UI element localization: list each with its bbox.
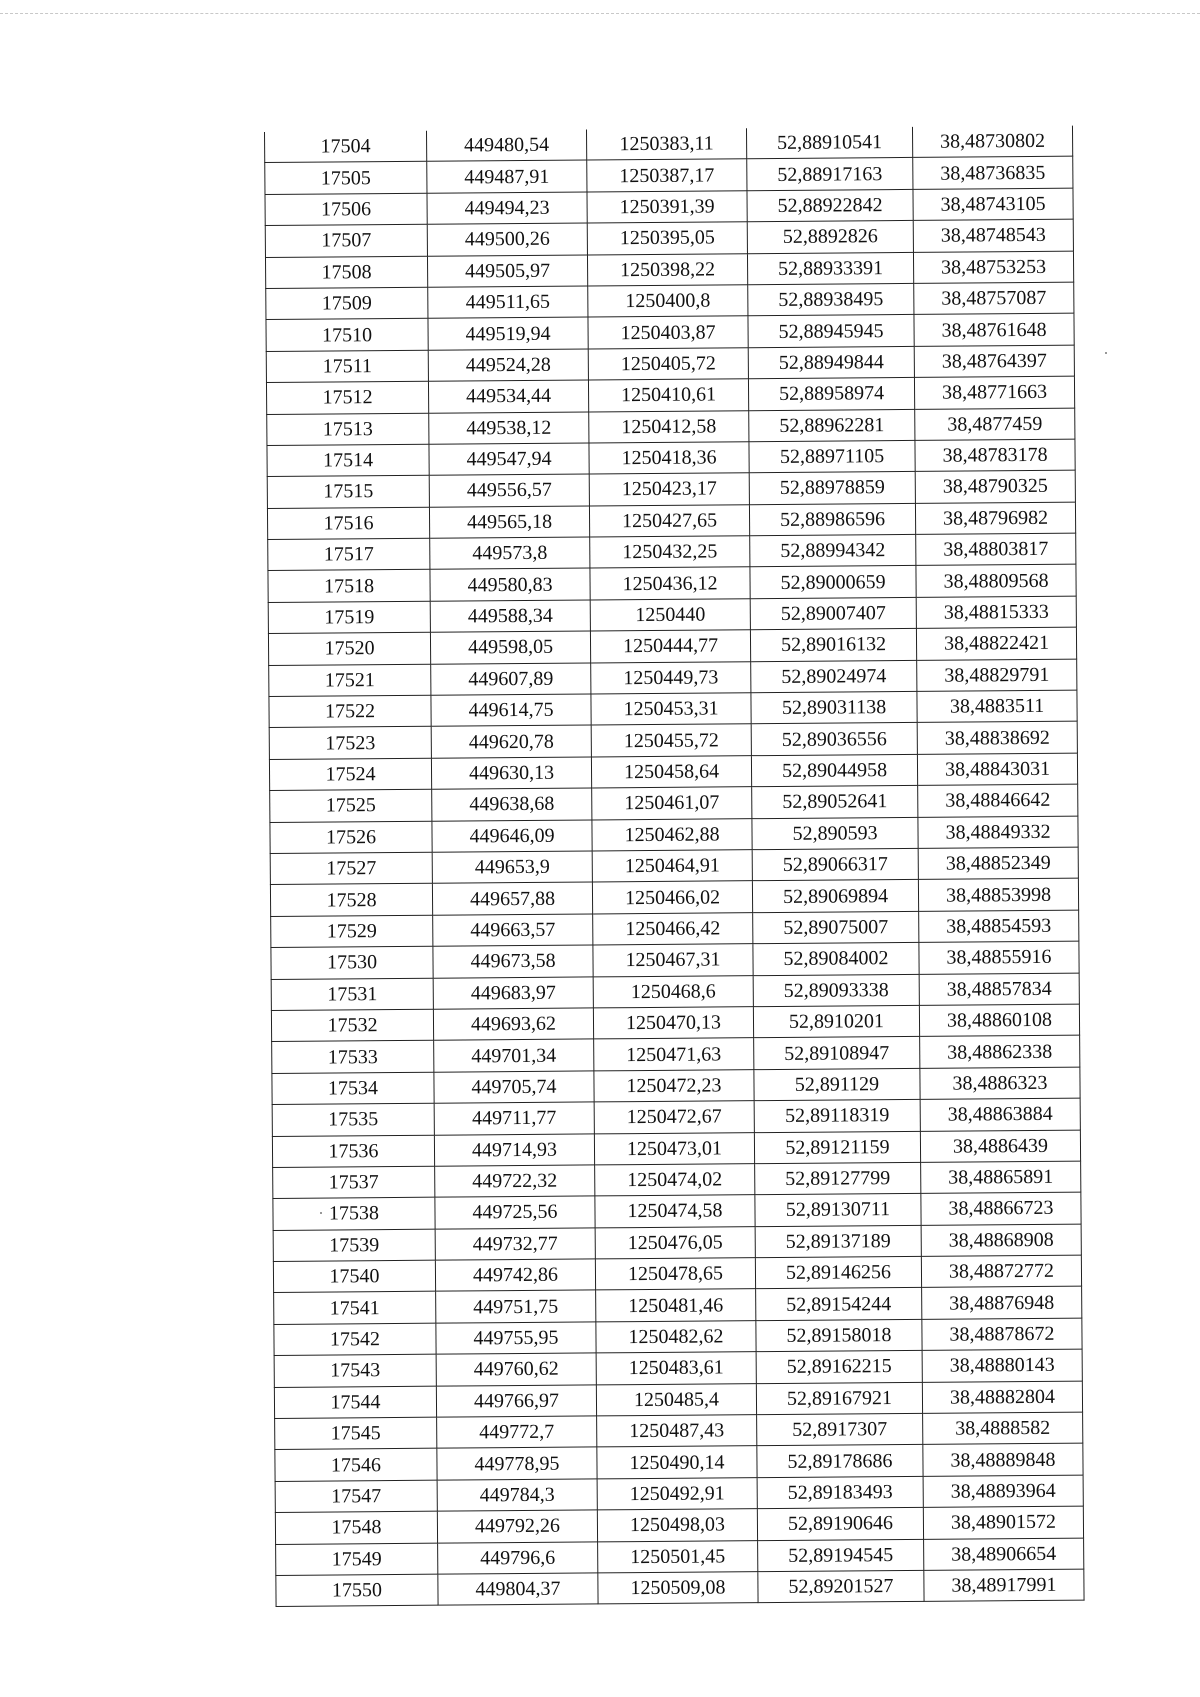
y-coordinate-cell: 1250498,03 [597, 1509, 757, 1542]
longitude-cell: 38,4883511 [917, 690, 1077, 723]
longitude-cell: 38,48748543 [913, 219, 1073, 252]
latitude-cell: 52,89000659 [750, 566, 916, 599]
longitude-cell: 38,48865891 [921, 1161, 1081, 1194]
x-coordinate-cell: 449711,77 [434, 1102, 594, 1135]
latitude-cell: 52,8910201 [753, 1005, 919, 1038]
latitude-cell: 52,89044958 [751, 754, 917, 787]
x-coordinate-cell: 449653,9 [432, 851, 592, 884]
x-coordinate-cell: 449573,8 [430, 537, 590, 570]
y-coordinate-cell: 1250464,91 [592, 850, 752, 883]
latitude-cell: 52,89016132 [750, 629, 916, 662]
longitude-cell: 38,48803817 [916, 533, 1076, 566]
y-coordinate-cell: 1250490,14 [597, 1446, 757, 1479]
y-coordinate-cell: 1250391,39 [587, 190, 747, 223]
point-number-cell: 17510 [266, 319, 428, 352]
point-number-cell: 17512 [266, 381, 428, 414]
longitude-cell: 38,48857834 [919, 973, 1079, 1006]
x-coordinate-cell: 449538,12 [429, 411, 589, 444]
longitude-cell: 38,48860108 [919, 1004, 1079, 1037]
y-coordinate-cell: 1250466,42 [593, 912, 753, 945]
longitude-cell: 38,48815333 [916, 596, 1076, 629]
point-number-cell: 17536 [272, 1135, 434, 1168]
point-number-cell: 17523 [269, 727, 431, 760]
y-coordinate-cell: 1250410,61 [588, 379, 748, 412]
x-coordinate-cell: 449772,7 [437, 1416, 597, 1449]
point-number-cell: 17529 [271, 915, 433, 948]
x-coordinate-cell: 449620,78 [431, 725, 591, 758]
point-number-cell: 17533 [272, 1041, 434, 1074]
y-coordinate-cell: 1250436,12 [590, 567, 750, 600]
scan-speck [320, 1212, 322, 1214]
x-coordinate-cell: 449784,3 [437, 1479, 597, 1512]
point-number-cell: 17548 [275, 1511, 437, 1544]
x-coordinate-cell: 449500,26 [427, 223, 587, 256]
longitude-cell: 38,48730802 [912, 126, 1072, 158]
latitude-cell: 52,89167921 [756, 1382, 922, 1415]
latitude-cell: 52,89121159 [754, 1131, 920, 1164]
y-coordinate-cell: 1250444,77 [590, 630, 750, 663]
y-coordinate-cell: 1250405,72 [588, 347, 748, 380]
point-number-cell: 17521 [269, 664, 431, 697]
point-number-cell: 17518 [268, 570, 430, 603]
latitude-cell: 52,88922842 [747, 189, 913, 222]
y-coordinate-cell: 1250485,4 [596, 1383, 756, 1416]
longitude-cell: 38,4877459 [915, 408, 1075, 441]
y-coordinate-cell: 1250432,25 [590, 536, 750, 569]
x-coordinate-cell: 449657,88 [432, 882, 592, 915]
longitude-cell: 38,48872772 [921, 1255, 1081, 1288]
y-coordinate-cell: 1250440 [590, 599, 750, 632]
latitude-cell: 52,89031138 [751, 691, 917, 724]
x-coordinate-cell: 449663,57 [433, 914, 593, 947]
y-coordinate-cell: 1250474,02 [595, 1164, 755, 1197]
latitude-cell: 52,8892826 [747, 221, 913, 254]
latitude-cell: 52,88933391 [747, 252, 913, 285]
scan-speck [1105, 352, 1107, 354]
x-coordinate-cell: 449534,44 [428, 380, 588, 413]
point-number-cell: 17514 [267, 444, 429, 477]
longitude-cell: 38,48829791 [917, 659, 1077, 692]
point-number-cell: 17505 [265, 162, 427, 195]
x-coordinate-cell: 449646,09 [432, 820, 592, 853]
longitude-cell: 38,48846642 [918, 784, 1078, 817]
longitude-cell: 38,48764397 [914, 345, 1074, 378]
y-coordinate-cell: 1250461,07 [592, 787, 752, 820]
x-coordinate-cell: 449714,93 [434, 1133, 594, 1166]
longitude-cell: 38,48761648 [914, 313, 1074, 346]
longitude-cell: 38,48893964 [923, 1475, 1083, 1508]
x-coordinate-cell: 449580,83 [430, 568, 590, 601]
longitude-cell: 38,48852349 [918, 847, 1078, 880]
latitude-cell: 52,89066317 [752, 848, 918, 881]
y-coordinate-cell: 1250509,08 [598, 1572, 758, 1605]
point-number-cell: 17526 [270, 821, 432, 854]
x-coordinate-cell: 449547,94 [429, 443, 589, 476]
latitude-cell: 52,88986596 [749, 503, 915, 536]
coordinates-table-body [264, 126, 1084, 1607]
point-number-cell: 17532 [271, 1009, 433, 1042]
x-coordinate-cell: 449588,34 [430, 600, 590, 633]
y-coordinate-cell: 1250472,67 [594, 1101, 754, 1134]
y-coordinate-cell: 1250423,17 [589, 473, 749, 506]
point-number-cell: 17528 [270, 884, 432, 917]
latitude-cell: 52,891129 [754, 1068, 920, 1101]
longitude-cell: 38,48853998 [918, 879, 1078, 912]
x-coordinate-cell: 449511,65 [428, 286, 588, 319]
point-number-cell: 17519 [268, 601, 430, 634]
latitude-cell: 52,89194545 [758, 1539, 924, 1572]
longitude-cell: 38,48790325 [915, 470, 1075, 503]
x-coordinate-cell: 449722,32 [435, 1165, 595, 1198]
y-coordinate-cell: 1250468,6 [593, 975, 753, 1008]
y-coordinate-cell: 1250449,73 [591, 661, 751, 694]
y-coordinate-cell: 1250455,72 [591, 724, 751, 757]
x-coordinate-cell: 449683,97 [433, 976, 593, 1009]
y-coordinate-cell: 1250473,01 [594, 1132, 754, 1165]
longitude-cell: 38,48901572 [923, 1506, 1083, 1539]
y-coordinate-cell: 1250453,31 [591, 693, 751, 726]
longitude-cell: 38,48862338 [920, 1035, 1080, 1068]
longitude-cell: 38,48906654 [924, 1538, 1084, 1571]
latitude-cell: 52,89024974 [751, 660, 917, 693]
y-coordinate-cell: 1250478,65 [595, 1258, 755, 1291]
point-number-cell: 17520 [268, 632, 430, 665]
latitude-cell: 52,8917307 [757, 1413, 923, 1446]
longitude-cell: 38,48876948 [922, 1287, 1082, 1320]
x-coordinate-cell: 449614,75 [431, 694, 591, 727]
point-number-cell: 17527 [270, 852, 432, 885]
x-coordinate-cell: 449607,89 [431, 663, 591, 696]
latitude-cell: 52,89178686 [757, 1445, 923, 1478]
point-number-cell: 17531 [271, 978, 433, 1011]
table-row [276, 1569, 1084, 1607]
point-number-cell: 17524 [269, 758, 431, 791]
longitude-cell: 38,48882804 [922, 1381, 1082, 1414]
x-coordinate-cell: 449556,57 [429, 474, 589, 507]
y-coordinate-cell: 1250470,13 [593, 1007, 753, 1040]
y-coordinate-cell: 1250427,65 [589, 504, 749, 537]
point-number-cell: 17544 [274, 1386, 436, 1419]
latitude-cell: 52,89162215 [756, 1351, 922, 1384]
point-number-cell: 17506 [265, 193, 427, 226]
x-coordinate-cell: 449792,26 [437, 1510, 597, 1543]
y-coordinate-cell: 1250483,61 [596, 1352, 756, 1385]
longitude-cell: 38,48917991 [924, 1569, 1084, 1602]
x-coordinate-cell: 449732,77 [435, 1228, 595, 1261]
point-number-cell: 17515 [267, 476, 429, 509]
longitude-cell: 38,4886323 [920, 1067, 1080, 1100]
point-number-cell: 17535 [272, 1103, 434, 1136]
x-coordinate-cell: 449494,23 [427, 192, 587, 225]
longitude-cell: 38,48809568 [916, 565, 1076, 598]
longitude-cell: 38,48863884 [920, 1098, 1080, 1131]
latitude-cell: 52,88994342 [750, 534, 916, 567]
x-coordinate-cell: 449778,95 [437, 1447, 597, 1480]
latitude-cell: 52,88945945 [748, 315, 914, 348]
latitude-cell: 52,89127799 [755, 1162, 921, 1195]
point-number-cell: 17546 [275, 1449, 437, 1482]
y-coordinate-cell: 1250418,36 [589, 442, 749, 475]
point-number-cell: 17537 [273, 1166, 435, 1199]
x-coordinate-cell: 449630,13 [431, 757, 591, 790]
y-coordinate-cell: 1250398,22 [587, 253, 747, 286]
x-coordinate-cell: 449725,56 [435, 1196, 595, 1229]
latitude-cell: 52,89183493 [757, 1476, 923, 1509]
x-coordinate-cell: 449760,62 [436, 1353, 596, 1386]
latitude-cell: 52,88978859 [749, 472, 915, 505]
y-coordinate-cell: 1250476,05 [595, 1226, 755, 1259]
point-number-cell: 17540 [273, 1260, 435, 1293]
longitude-cell: 38,4886439 [920, 1130, 1080, 1163]
x-coordinate-cell: 449751,75 [436, 1290, 596, 1323]
y-coordinate-cell: 1250395,05 [587, 222, 747, 255]
longitude-cell: 38,48866723 [921, 1192, 1081, 1225]
x-coordinate-cell: 449755,95 [436, 1322, 596, 1355]
y-coordinate-cell: 1250383,11 [586, 128, 746, 160]
latitude-cell: 52,88917163 [747, 158, 913, 191]
longitude-cell: 38,48822421 [916, 627, 1076, 660]
latitude-cell: 52,89108947 [754, 1037, 920, 1070]
x-coordinate-cell: 449742,86 [435, 1259, 595, 1292]
point-number-cell: 17539 [273, 1229, 435, 1262]
latitude-cell: 52,89190646 [757, 1508, 923, 1541]
latitude-cell: 52,89146256 [755, 1256, 921, 1289]
longitude-cell: 38,48868908 [921, 1224, 1081, 1257]
x-coordinate-cell: 449598,05 [430, 631, 590, 664]
longitude-cell: 38,4888582 [923, 1412, 1083, 1445]
longitude-cell: 38,48736835 [913, 157, 1073, 190]
point-number-cell: 17511 [266, 350, 428, 383]
y-coordinate-cell: 1250471,63 [594, 1038, 754, 1071]
point-number-cell: 17542 [274, 1323, 436, 1356]
longitude-cell: 38,48783178 [915, 439, 1075, 472]
latitude-cell: 52,89118319 [754, 1099, 920, 1132]
y-coordinate-cell: 1250400,8 [588, 285, 748, 318]
point-number-cell: 17509 [266, 287, 428, 320]
latitude-cell: 52,88958974 [748, 378, 914, 411]
longitude-cell: 38,48880143 [922, 1349, 1082, 1382]
point-number-cell: 17530 [271, 946, 433, 979]
y-coordinate-cell: 1250467,31 [593, 944, 753, 977]
longitude-cell: 38,48854593 [919, 910, 1079, 943]
point-number-cell: 17545 [275, 1417, 437, 1450]
x-coordinate-cell: 449693,62 [433, 1008, 593, 1041]
latitude-cell: 52,88971105 [749, 440, 915, 473]
x-coordinate-cell: 449705,74 [434, 1071, 594, 1104]
latitude-cell: 52,89036556 [751, 723, 917, 756]
x-coordinate-cell: 449804,37 [438, 1573, 598, 1606]
latitude-cell: 52,89093338 [753, 974, 919, 1007]
latitude-cell: 52,88949844 [748, 346, 914, 379]
longitude-cell: 38,48757087 [914, 282, 1074, 315]
latitude-cell: 52,88910541 [746, 127, 912, 159]
point-number-cell: 17541 [274, 1292, 436, 1325]
point-number-cell: 17547 [275, 1480, 437, 1513]
x-coordinate-cell: 449480,54 [426, 129, 586, 161]
coordinates-table [264, 126, 1085, 1608]
longitude-cell: 38,48796982 [915, 502, 1075, 535]
x-coordinate-cell: 449701,34 [434, 1039, 594, 1072]
latitude-cell: 52,89069894 [752, 880, 918, 913]
x-coordinate-cell: 449524,28 [428, 349, 588, 382]
latitude-cell: 52,89130711 [755, 1194, 921, 1227]
latitude-cell: 52,89052641 [752, 786, 918, 819]
x-coordinate-cell: 449796,6 [438, 1542, 598, 1575]
point-number-cell: 17517 [268, 538, 430, 571]
longitude-cell: 38,48838692 [917, 722, 1077, 755]
longitude-cell: 38,48849332 [918, 816, 1078, 849]
x-coordinate-cell: 449487,91 [427, 160, 587, 193]
latitude-cell: 52,89084002 [753, 943, 919, 976]
y-coordinate-cell: 1250387,17 [587, 159, 747, 192]
x-coordinate-cell: 449638,68 [432, 788, 592, 821]
latitude-cell: 52,88962281 [749, 409, 915, 442]
longitude-cell: 38,48743105 [913, 188, 1073, 221]
y-coordinate-cell: 1250487,43 [597, 1415, 757, 1448]
latitude-cell: 52,88938495 [748, 283, 914, 316]
y-coordinate-cell: 1250481,46 [596, 1289, 756, 1322]
y-coordinate-cell: 1250466,02 [592, 881, 752, 914]
point-number-cell: 17538 [273, 1197, 435, 1230]
x-coordinate-cell: 449766,97 [436, 1385, 596, 1418]
point-number-cell: 17507 [265, 224, 427, 257]
latitude-cell: 52,89158018 [756, 1319, 922, 1352]
latitude-cell: 52,890593 [752, 817, 918, 850]
longitude-cell: 38,48753253 [913, 251, 1073, 284]
longitude-cell: 38,48843031 [917, 753, 1077, 786]
y-coordinate-cell: 1250458,64 [591, 756, 751, 789]
x-coordinate-cell: 449505,97 [427, 255, 587, 288]
x-coordinate-cell: 449673,58 [433, 945, 593, 978]
y-coordinate-cell: 1250403,87 [588, 316, 748, 349]
point-number-cell: 17525 [270, 789, 432, 822]
x-coordinate-cell: 449519,94 [428, 317, 588, 350]
latitude-cell: 52,89007407 [750, 597, 916, 630]
longitude-cell: 38,48889848 [923, 1444, 1083, 1477]
point-number-cell: 17508 [265, 256, 427, 289]
longitude-cell: 38,48878672 [922, 1318, 1082, 1351]
point-number-cell: 17522 [269, 695, 431, 728]
y-coordinate-cell: 1250501,45 [598, 1540, 758, 1573]
longitude-cell: 38,48771663 [914, 376, 1074, 409]
y-coordinate-cell: 1250412,58 [589, 410, 749, 443]
longitude-cell: 38,48855916 [919, 941, 1079, 974]
y-coordinate-cell: 1250472,23 [594, 1069, 754, 1102]
point-number-cell: 17543 [274, 1354, 436, 1387]
scan-edge-line [0, 13, 1200, 14]
x-coordinate-cell: 449565,18 [429, 506, 589, 539]
latitude-cell: 52,89137189 [755, 1225, 921, 1258]
point-number-cell: 17513 [267, 413, 429, 446]
y-coordinate-cell: 1250474,58 [595, 1195, 755, 1228]
latitude-cell: 52,89075007 [753, 911, 919, 944]
latitude-cell: 52,89201527 [758, 1570, 924, 1603]
y-coordinate-cell: 1250462,88 [592, 818, 752, 851]
point-number-cell: 17534 [272, 1072, 434, 1105]
latitude-cell: 52,89154244 [756, 1288, 922, 1321]
y-coordinate-cell: 1250492,91 [597, 1477, 757, 1510]
point-number-cell: 17549 [276, 1543, 438, 1576]
y-coordinate-cell: 1250482,62 [596, 1321, 756, 1354]
point-number-cell: 17550 [276, 1574, 438, 1607]
point-number-cell: 17516 [267, 507, 429, 540]
point-number-cell: 17504 [264, 131, 426, 163]
